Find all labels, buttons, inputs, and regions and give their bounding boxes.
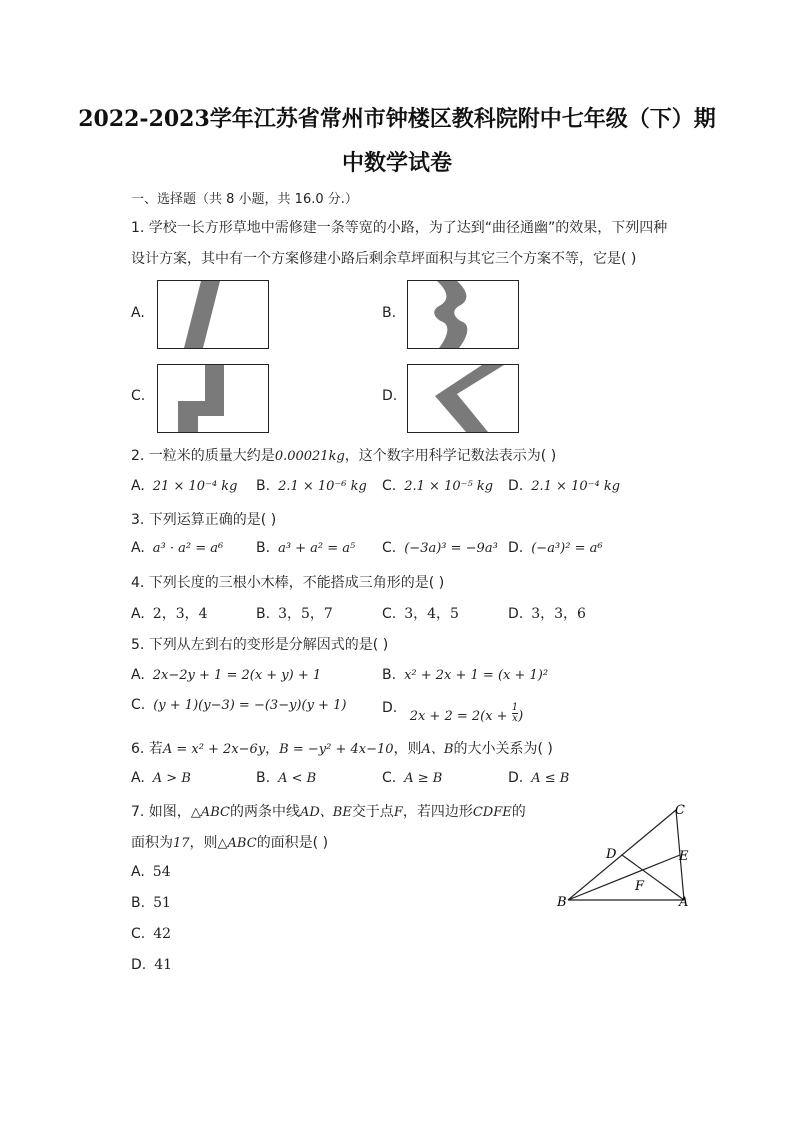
q1-figure-d	[407, 364, 519, 434]
q6-option-a[interactable]: A. A > B	[131, 770, 191, 786]
q3-option-a[interactable]: A. a³ · a² = a⁶	[131, 540, 224, 556]
q1-stem-line1: 1. 学校一长方形草地中需修建一条等宽的小路，为了达到“曲径通幽”的效果，下列四种	[131, 220, 668, 236]
q1-option-a-label[interactable]: A.	[131, 305, 145, 321]
q1-option-b-label[interactable]: B.	[382, 305, 397, 321]
q7-stem-line2: 面积为17，则△ABC的面积是( )	[131, 835, 329, 851]
q4-option-d[interactable]: D. 3，3，6	[508, 606, 586, 622]
q1-figure-c	[157, 364, 269, 434]
q7-option-d[interactable]: D. 41	[131, 957, 173, 973]
q7-label-f: F	[635, 879, 645, 894]
q6-stem: 6. 若A = x² + 2x−6y，B = −y² + 4x−10，则A、B的大小关系为( )	[131, 741, 553, 757]
q2-option-c[interactable]: C. 2.1 × 10⁻⁵ kg	[382, 478, 494, 494]
q2-option-a[interactable]: A. 21 × 10⁻⁴ kg	[131, 478, 238, 494]
q7-option-a[interactable]: A. 54	[131, 864, 171, 880]
q2-option-b[interactable]: B. 2.1 × 10⁻⁶ kg	[256, 478, 367, 494]
q4-stem: 4. 下列长度的三根小木棒，不能搭成三角形的是( )	[131, 575, 445, 591]
q6-option-b[interactable]: B. A < B	[256, 770, 317, 786]
q1-figure-a	[157, 280, 269, 350]
q5-option-b[interactable]: B. x² + 2x + 1 = (x + 1)²	[382, 667, 549, 683]
q7-stem-line1: 7. 如图，△ABC的两条中线AD、BE交于点F，若四边形CDFE的	[131, 804, 526, 820]
page-title-line2: 中数学试卷	[341, 150, 452, 176]
q7-label-e: E	[679, 849, 689, 864]
q5-option-d[interactable]: D. 2x + 2 = 2(x + $\frac{1}{x}$ )	[382, 699, 524, 724]
q7-option-c[interactable]: C. 42	[131, 926, 172, 942]
q4-option-c[interactable]: C. 3，4，5	[382, 606, 459, 622]
q5-option-c[interactable]: C. (y + 1)(y−3) = −(3−y)(y + 1)	[131, 697, 347, 713]
section-heading: 一、选择题（共 8 小题，共 16.0 分.）	[131, 192, 358, 207]
q2-option-d[interactable]: D. 2.1 × 10⁻⁴ kg	[508, 478, 621, 494]
q1-figure-b	[407, 280, 519, 350]
q3-stem: 3. 下列运算正确的是( )	[131, 512, 277, 528]
q2-stem: 2. 一粒米的质量大约是0.00021kg，这个数字用科学记数法表示为( )	[131, 448, 557, 464]
q7-label-b: B	[557, 895, 567, 910]
q3-option-c[interactable]: C. (−3a)³ = −9a³	[382, 540, 498, 556]
q1-option-c-label[interactable]: C.	[131, 388, 146, 404]
q7-label-d: D	[606, 847, 617, 862]
q4-option-a[interactable]: A. 2，3，4	[131, 606, 208, 622]
q1-stem-line2: 设计方案，其中有一个方案修建小路后剩余草坪面积与其它三个方案不等，它是( )	[131, 251, 637, 267]
q6-option-c[interactable]: C. A ≥ B	[382, 770, 443, 786]
q3-option-d[interactable]: D. (−a³)² = a⁶	[508, 540, 603, 556]
q5-stem: 5. 下列从左到右的变形是分解因式的是( )	[131, 637, 389, 653]
q4-option-b[interactable]: B. 3，5，7	[256, 606, 333, 622]
q7-triangle-figure	[550, 798, 700, 913]
q6-option-d[interactable]: D. A ≤ B	[508, 770, 570, 786]
q7-option-b[interactable]: B. 51	[131, 895, 171, 911]
q7-label-c: C	[675, 803, 685, 818]
q5-option-a[interactable]: A. 2x−2y + 1 = 2(x + y) + 1	[131, 667, 322, 683]
q1-option-d-label[interactable]: D.	[382, 388, 398, 404]
page-title: 2022-2023学年江苏省常州市钟楼区教科院附中七年级（下）期	[78, 106, 716, 132]
q7-label-a: A	[679, 895, 689, 910]
q3-option-b[interactable]: B. a³ + a² = a⁵	[256, 540, 356, 556]
